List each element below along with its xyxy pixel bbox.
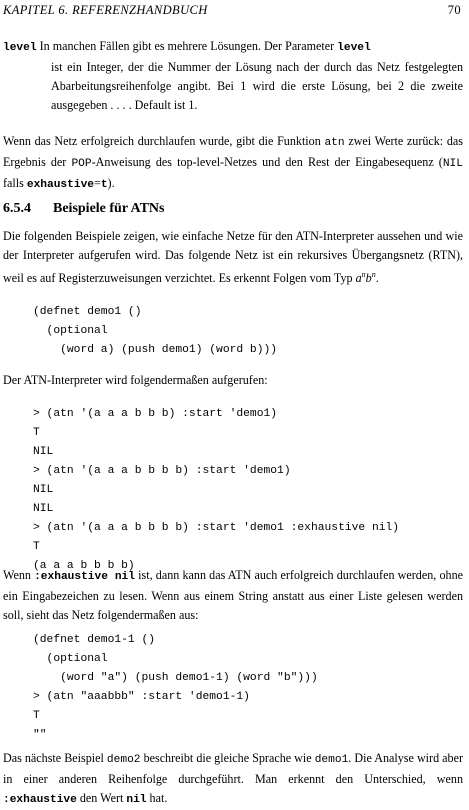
code-exhaustive: exhaustive (26, 179, 94, 191)
code-demo1: demo1 (314, 754, 349, 766)
chapter-title: KAPITEL 6. REFERENZHANDBUCH (3, 3, 208, 17)
section-heading (3, 200, 165, 218)
text-run: beschreibt die gleiche Sprache wie (140, 751, 315, 765)
paragraph-intro-examples (3, 227, 463, 288)
math-b: b (365, 271, 372, 286)
text-run: hat. (146, 791, 168, 805)
code-block-demo1-1: (defnet demo1-1 () (optional (word "a") (push demo1-1) (word "b"))) > (atn "aaabbb" :start 'demo1-1) T "" (33, 634, 318, 741)
parameter-continuation: ist ein Integer, der die Nummer der Lösung nach der durch das Netz festgelegten Abarbeitungsreihenfolge angibt. Bei 1 wird die erste Lösung, bei 2 die zweite ausgegeben . . . . Default ist 1. (51, 60, 463, 112)
code-block-demo1: (defnet demo1 () (optional (word a) (push demo1) (word b))) (33, 306, 278, 356)
section-title: Beispiele für ATNs (53, 201, 165, 216)
text-run: ist, dann kann das ATN auch erfolgreich durchlaufen werden, ohne ein Eingabezeichen zu lesen. Wenn aus einem String anstatt aus einer Liste gelesen werden soll, sieht das Netz folgendermaßen aus: (3, 568, 463, 622)
text-run: . (375, 271, 379, 286)
code-block-atn-calls: > (atn '(a a a b b b) :start 'demo1) T NIL > (atn '(a a a b b b b) :start 'demo1) NIL NIL > (atn '(a a a b b b b) :start 'demo1 :exhaustive nil) T (a a a b b b b) (33, 408, 400, 572)
parameter-intro-text: In manchen Fällen gibt es mehrere Lösungen. Der Parameter (36, 39, 338, 53)
code-atn: atn (324, 137, 345, 149)
text-run: Das nächste Beispiel (3, 751, 107, 765)
math-a: a (355, 271, 362, 286)
text-run: zwei Werte zurück: das Ergebnis der (3, 134, 463, 169)
text-run: Wenn (3, 568, 35, 582)
code-exhaustive: :exhaustive (3, 794, 77, 806)
paragraph-interpreter-call: Der ATN-Interpreter wird folgendermaßen aufgerufen: (3, 373, 268, 387)
text-run: = (94, 176, 101, 190)
code-demo2: demo2 (106, 754, 141, 766)
page-number: 70 (447, 3, 461, 17)
parameter-level-description (3, 37, 463, 115)
paragraph-demo2 (3, 749, 463, 810)
running-header (3, 3, 461, 18)
text-run: Die folgenden Beispiele zeigen, wie einfache Netze für den ATN-Interpreter aussehen und wie der Interpreter aufgerufen wird. Das folgende Netz ist ein rekursives Übergangsnetz (RTN), weil es auf Registerzuweisungen verzichtet. Es erkennt Folgen vom Typ (3, 229, 463, 286)
code-pop: POP (71, 158, 92, 170)
code-nil: NIL (442, 158, 463, 170)
text-run: -Anweisung des top-level-Netzes und den Rest der Eingabesequenz ( (91, 155, 443, 169)
parameter-term-inline: level (337, 42, 371, 54)
math-exponent-n: n (361, 270, 366, 279)
math-exponent-n: n (371, 270, 376, 279)
parameter-term: level (3, 42, 37, 54)
code-exhaustive-nil: :exhaustive nil (34, 571, 135, 583)
text-run: . Die Analyse wird aber in einer anderen Reihenfolge durchgeführt. Man erkennt den Unterschied, wenn (3, 751, 463, 786)
paragraph-exhaustive (3, 566, 463, 625)
text-run: den Wert (76, 791, 127, 805)
text-run: falls (3, 176, 27, 190)
text-run: Wenn das Netz erfolgreich durchlaufen wurde, gibt die Funktion (3, 134, 325, 148)
section-number: 6.5.4 (3, 201, 31, 216)
code-t: t (100, 179, 108, 191)
text-run: ). (107, 176, 115, 190)
code-nil: nil (126, 794, 147, 806)
paragraph-return-values (3, 132, 463, 195)
